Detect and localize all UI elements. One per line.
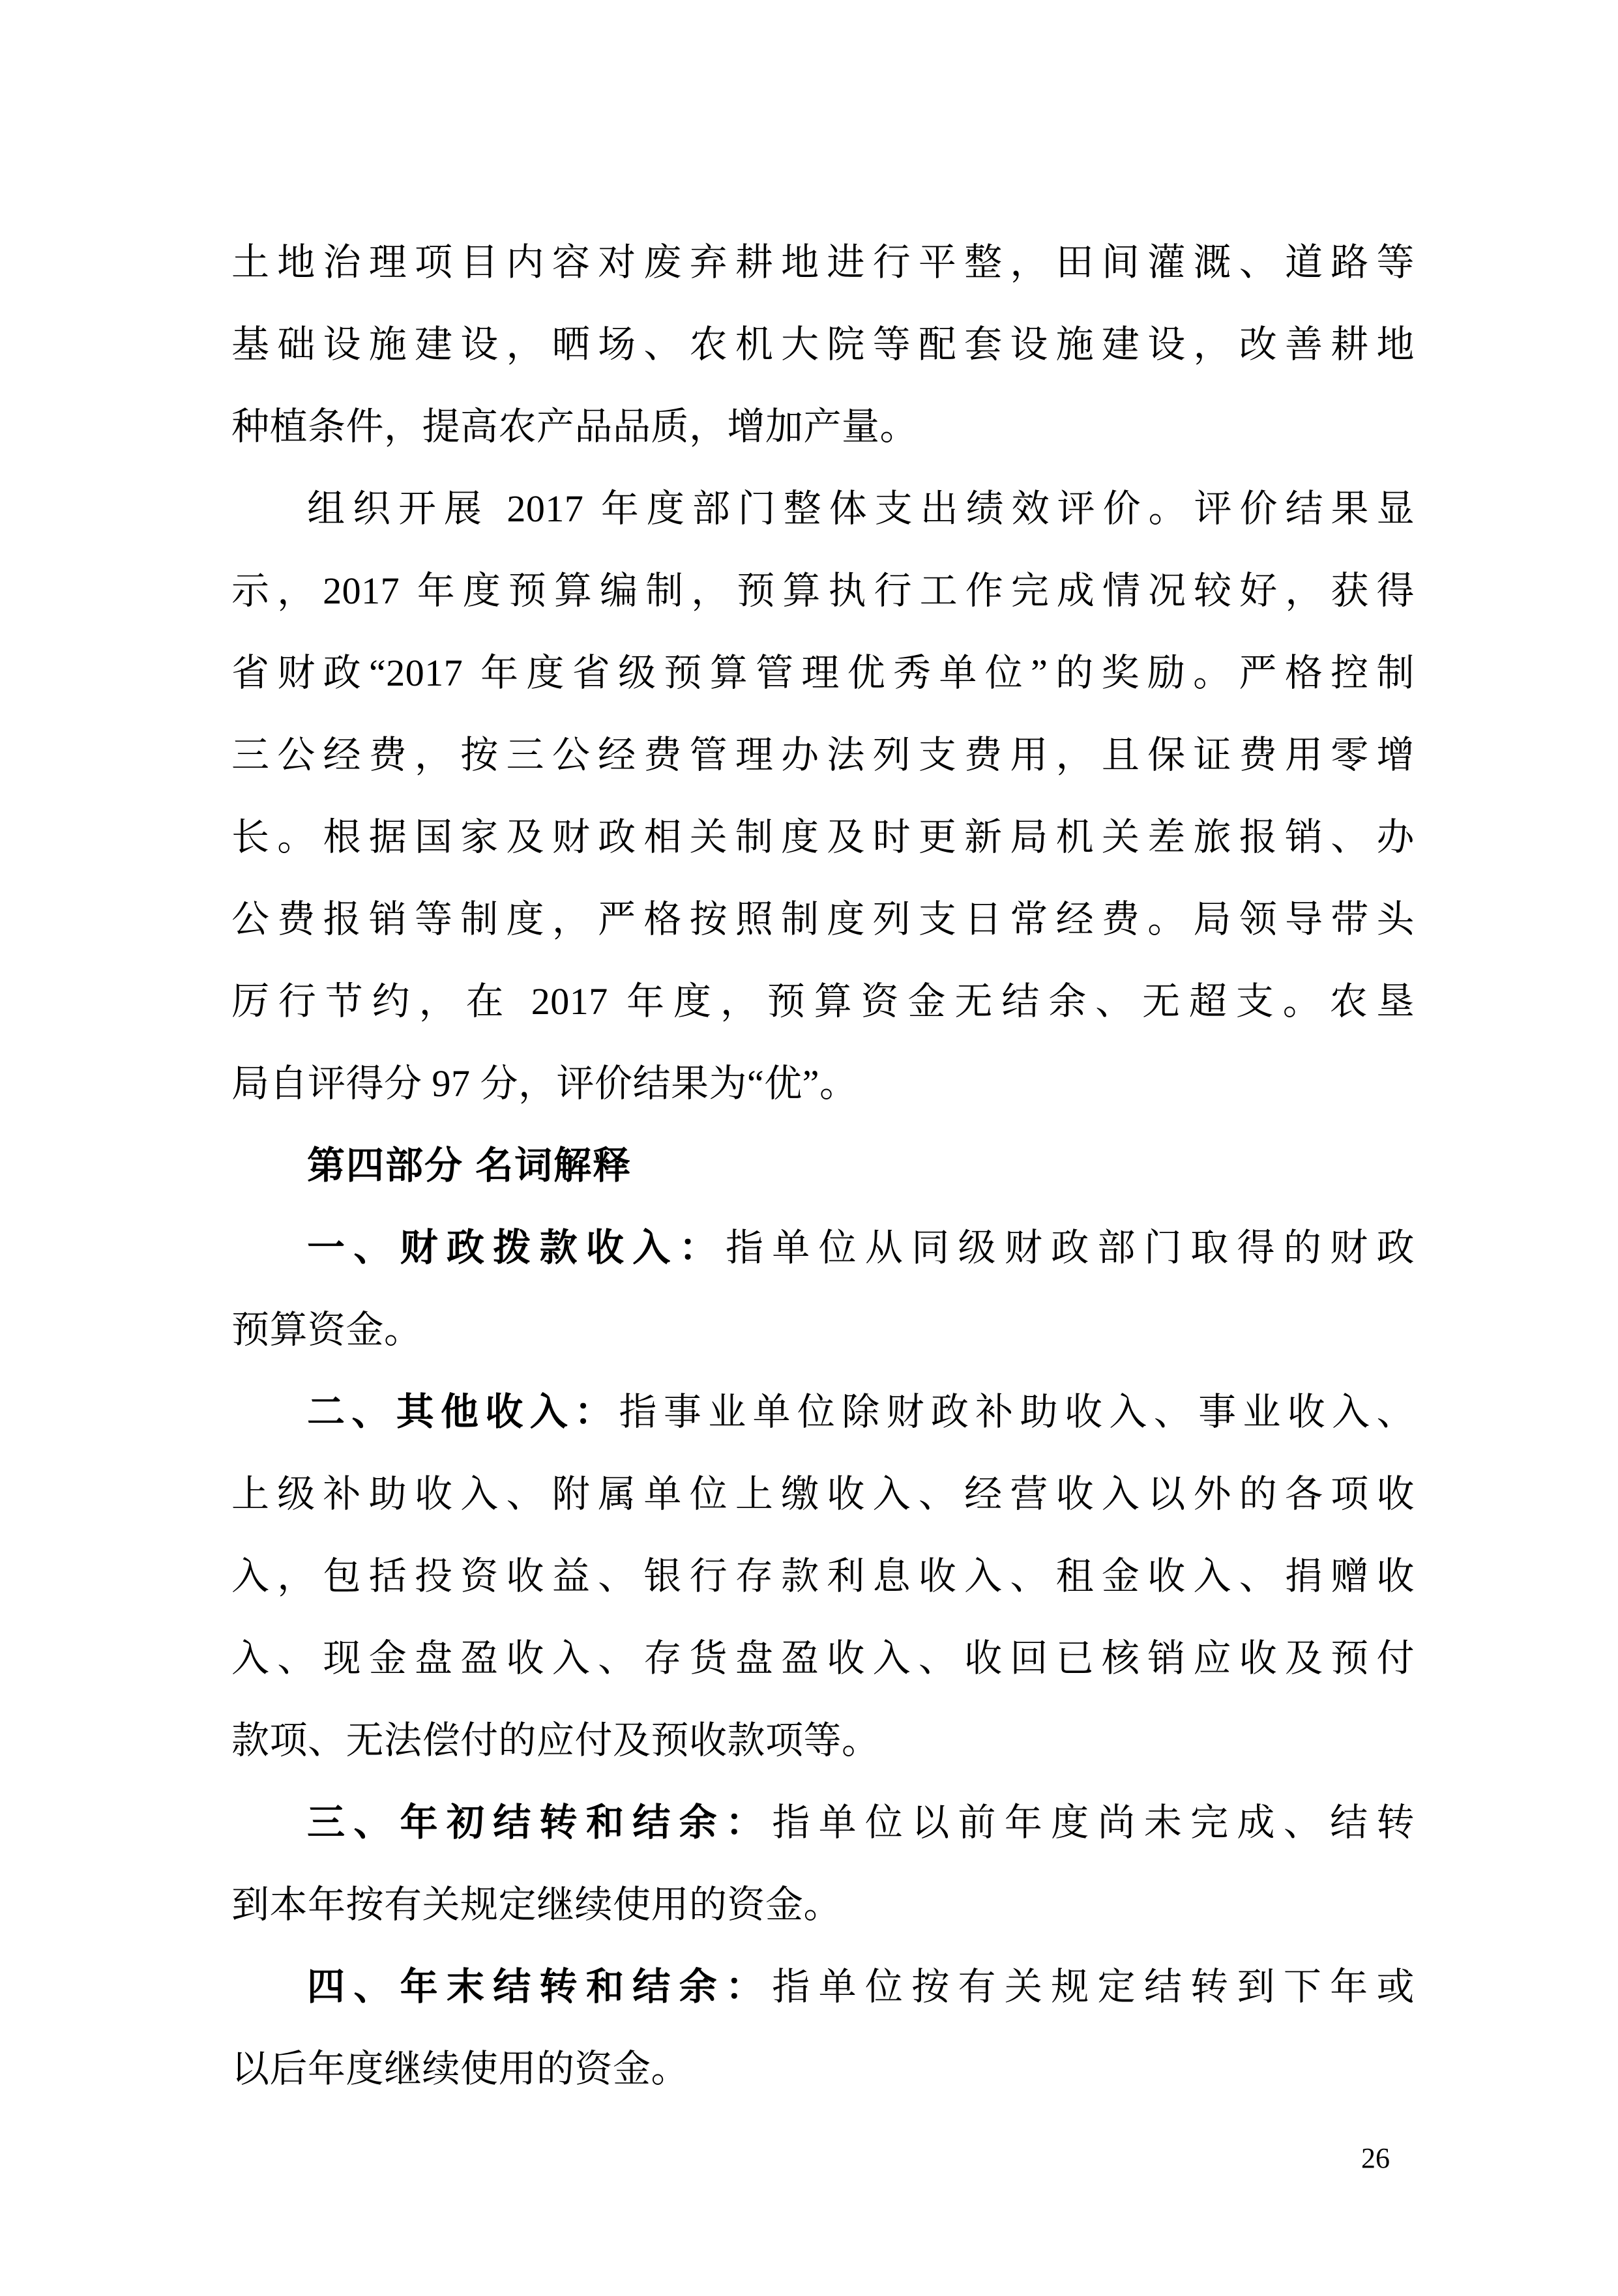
text-line (231, 879, 1415, 961)
page-number: 26 (1361, 2142, 1390, 2174)
text-line (231, 714, 1415, 796)
body-text: 基础设施建设，晒场、农机大院等配套设施建设，改善耕地 (231, 323, 1415, 366)
section-heading (231, 1125, 1415, 1207)
text-line (231, 1782, 1415, 1864)
text-line (231, 222, 1415, 304)
body-text: 入、现金盘盈收入、存货盘盈收入、收回已核销应收及预付 (231, 1637, 1415, 1679)
document-content (231, 222, 1415, 2110)
body-text: 种植条件，提高农产品品质，增加产量。 (231, 405, 919, 448)
term-label: 二、其他收入： (307, 1391, 619, 1433)
body-text: 以后年度继续使用的资金。 (231, 2048, 690, 2090)
body-text: 组织开展 2017 年度部门整体支出绩效评价。评价结果显 (307, 487, 1415, 530)
text-line (231, 632, 1415, 714)
text-line (231, 1946, 1415, 2028)
body-text: 指单位从同级财政部门取得的财政 (725, 1227, 1415, 1269)
body-text: 指单位以前年度尚未完成、结转 (772, 1801, 1415, 1844)
body-text: 土地治理项目内容对废弃耕地进行平整，田间灌溉、道路等 (231, 241, 1415, 283)
body-text: 省财政“2017 年度省级预算管理优秀单位”的奖励。严格控制 (231, 652, 1415, 694)
body-text: 指单位按有关规定结转到下年或 (772, 1966, 1415, 2008)
text-line (231, 1289, 1415, 1371)
text-line (231, 1207, 1415, 1289)
body-text: 上级补助收入、附属单位上缴收入、经营收入以外的各项收 (231, 1473, 1415, 1515)
text-line (231, 796, 1415, 879)
body-text: 示，2017 年度预算编制，预算执行工作完成情况较好，获得 (231, 570, 1415, 612)
term-label: 四、年末结转和结余： (307, 1966, 772, 2008)
term-label: 三、年初结转和结余： (307, 1801, 772, 1844)
text-line (231, 1700, 1415, 1782)
text-line (231, 468, 1415, 550)
text-line (231, 386, 1415, 468)
text-line (231, 2028, 1415, 2110)
body-text: 预算资金。 (231, 1309, 422, 1351)
body-text: 到本年按有关规定继续使用的资金。 (231, 1883, 842, 1926)
body-text: 局自评得分 97 分，评价结果为“优”。 (231, 1062, 858, 1105)
body-text: 款项、无法偿付的应付及预收款项等。 (231, 1719, 880, 1762)
body-text: 指事业单位除财政补助收入、事业收入、 (619, 1391, 1415, 1433)
text-line (231, 961, 1415, 1043)
text-line (231, 304, 1415, 386)
body-text: 公费报销等制度，严格按照制度列支日常经费。局领导带头 (231, 898, 1415, 940)
body-text: 厉行节约，在 2017 年度，预算资金无结余、无超支。农垦 (231, 980, 1415, 1023)
body-text: 三公经费，按三公经费管理办法列支费用，且保证费用零增 (231, 734, 1415, 776)
term-label: 一、财政拨款收入： (307, 1227, 726, 1269)
text-line (231, 1864, 1415, 1946)
body-text: 入，包括投资收益、银行存款利息收入、租金收入、捐赠收 (231, 1555, 1415, 1597)
section-heading-text: 第四部分 名词解释 (307, 1144, 632, 1187)
text-line (231, 1535, 1415, 1618)
text-line (231, 1453, 1415, 1535)
body-text: 长。根据国家及财政相关制度及时更新局机关差旅报销、办 (231, 816, 1415, 858)
text-line (231, 550, 1415, 632)
text-line (231, 1371, 1415, 1453)
text-line (231, 1618, 1415, 1700)
text-line (231, 1043, 1415, 1125)
